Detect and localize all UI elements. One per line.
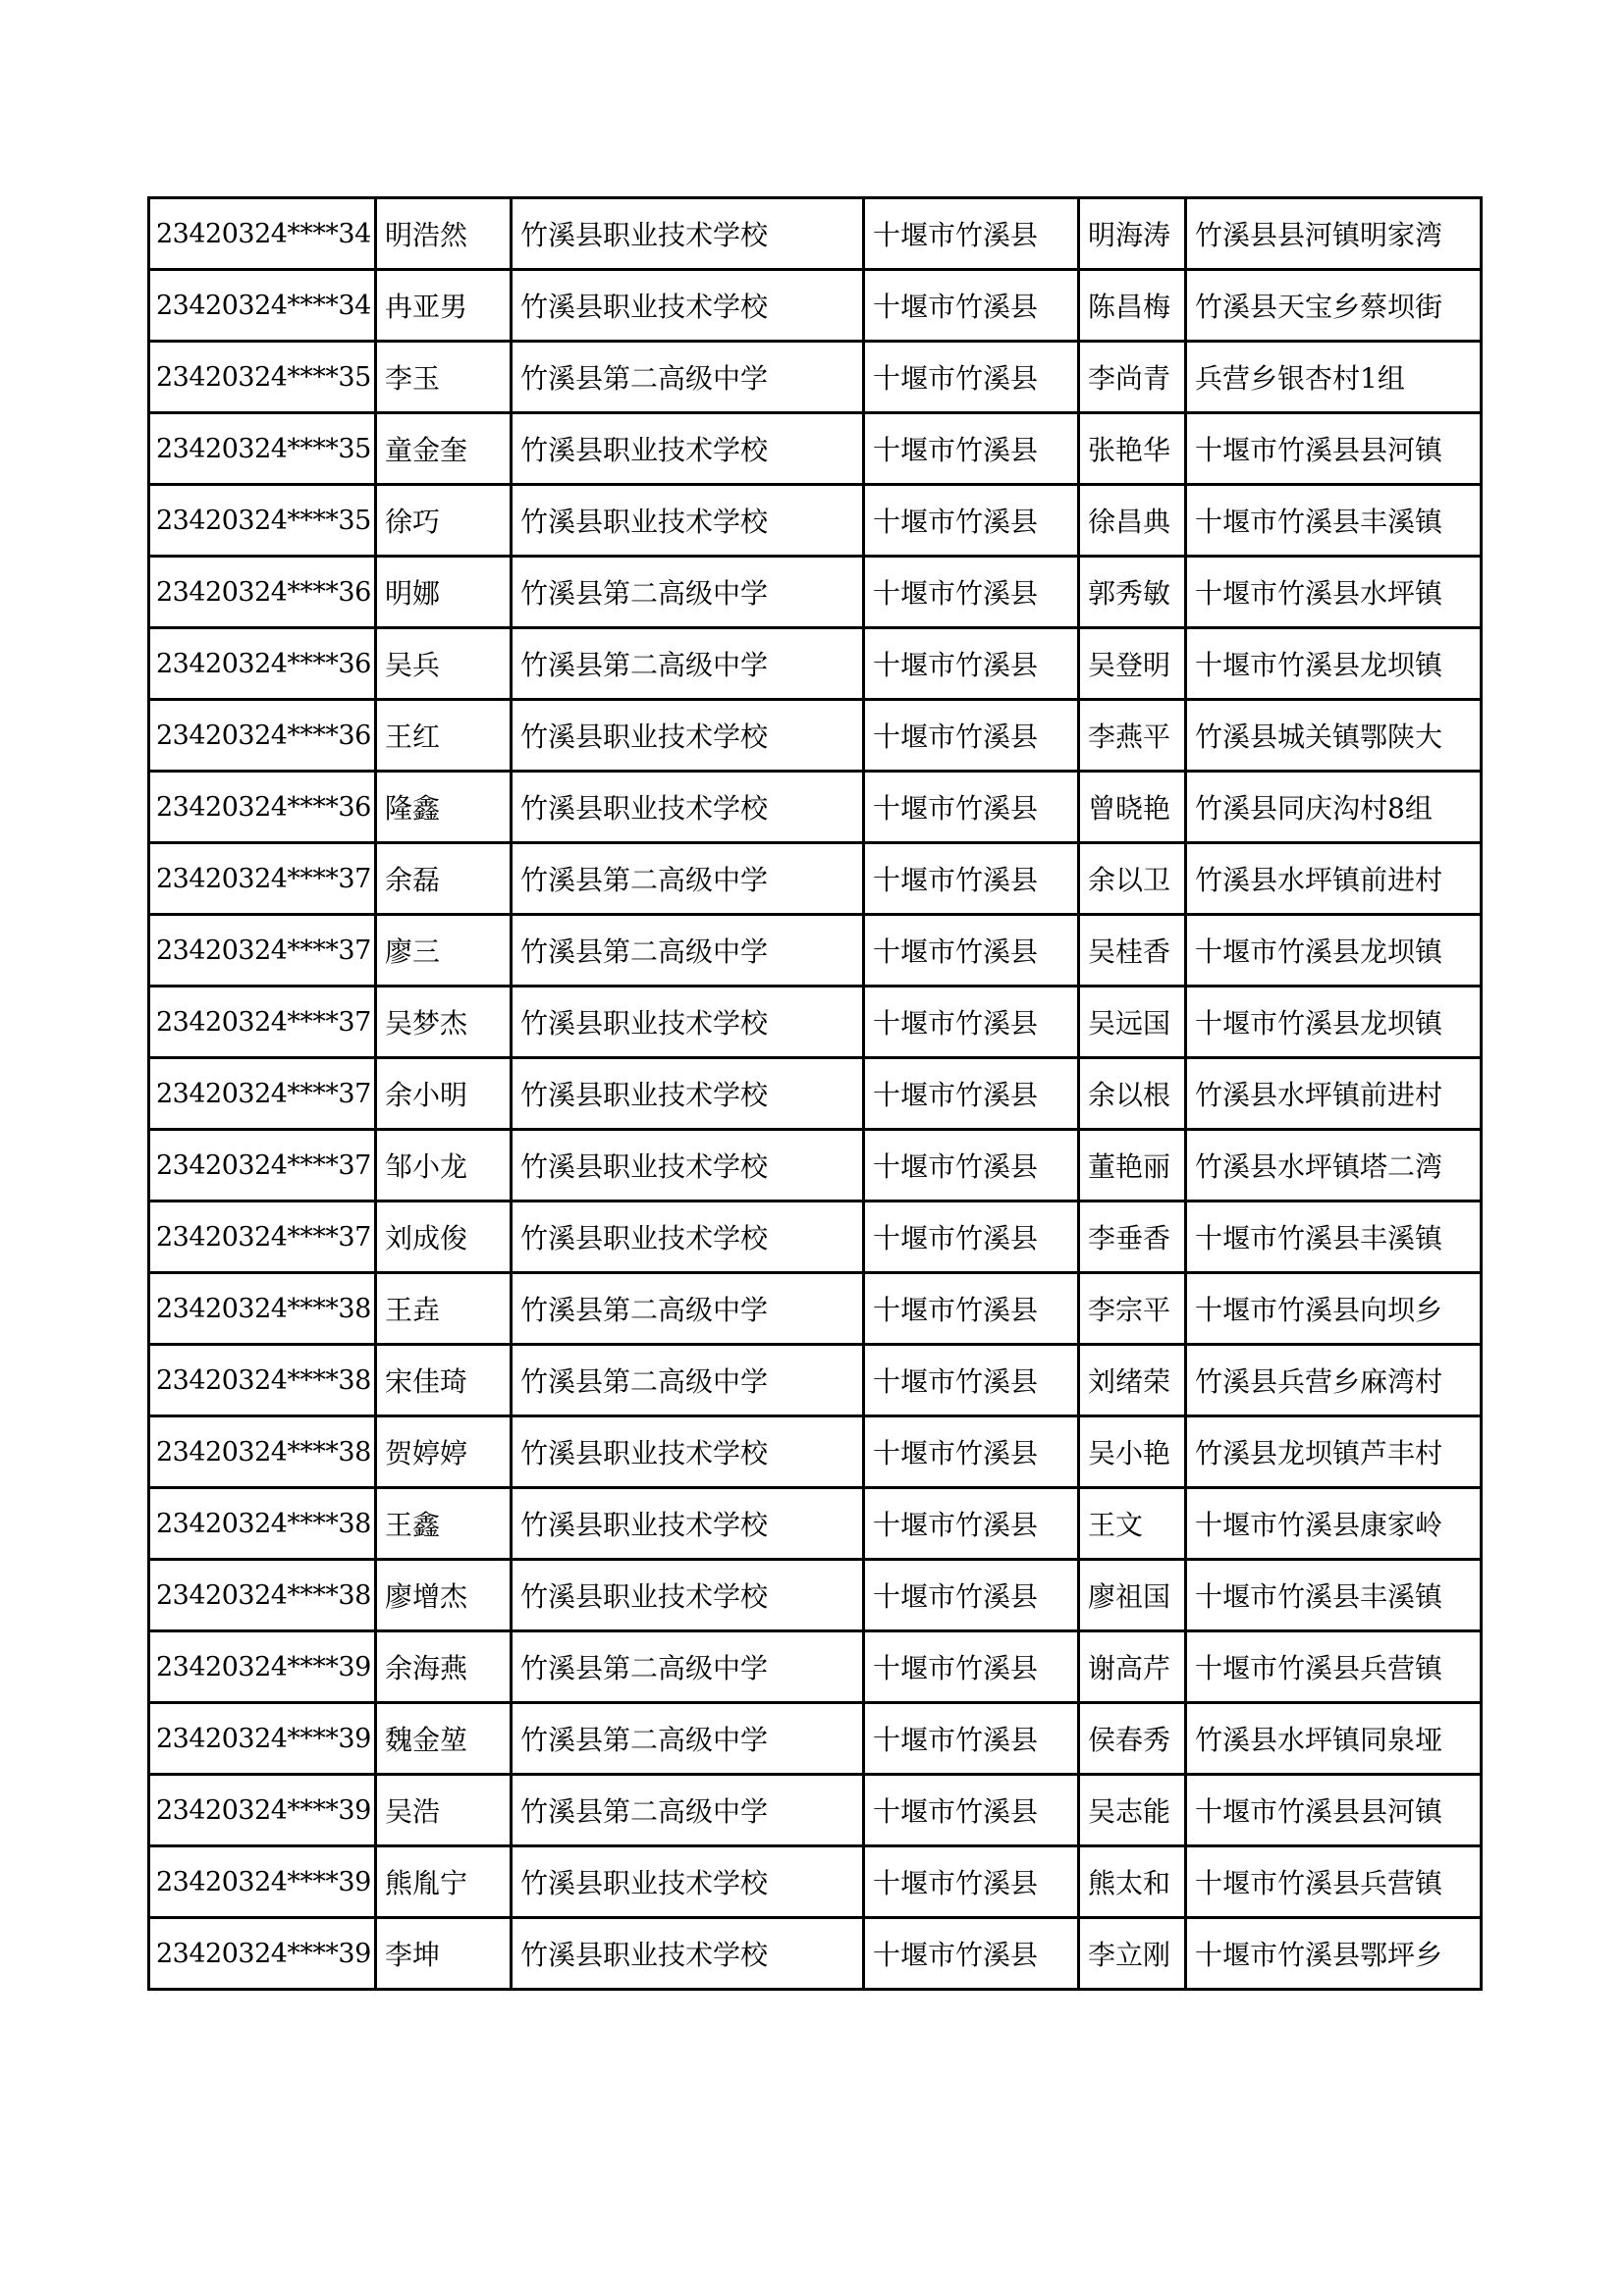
- cell-id-number: 23420324****35: [149, 413, 376, 485]
- cell-id-number: 23420324****37: [149, 1130, 376, 1201]
- cell-student-name: 吴兵: [376, 628, 512, 700]
- cell-school: 竹溪县职业技术学校: [512, 1918, 864, 1990]
- cell-guardian-name: 李立刚: [1079, 1918, 1186, 1990]
- table-row: [149, 270, 1482, 342]
- cell-address: 竹溪县水坪镇塔二湾: [1186, 1130, 1482, 1201]
- cell-guardian-name: 徐昌典: [1079, 485, 1186, 557]
- cell-address: 十堰市竹溪县龙坝镇: [1186, 628, 1482, 700]
- table-row: [149, 1201, 1482, 1273]
- cell-student-name: 吴梦杰: [376, 987, 512, 1058]
- cell-id-number: 23420324****36: [149, 700, 376, 772]
- cell-school: 竹溪县职业技术学校: [512, 1488, 864, 1560]
- table-body: [149, 198, 1482, 1990]
- cell-address: 竹溪县兵营乡麻湾村: [1186, 1345, 1482, 1416]
- table-row: [149, 1488, 1482, 1560]
- cell-guardian-name: 余以卫: [1079, 843, 1186, 915]
- cell-county: 十堰市竹溪县: [864, 1775, 1079, 1846]
- cell-guardian-name: 李垂香: [1079, 1201, 1186, 1273]
- cell-guardian-name: 侯春秀: [1079, 1703, 1186, 1775]
- cell-guardian-name: 李宗平: [1079, 1273, 1186, 1345]
- cell-id-number: 23420324****39: [149, 1846, 376, 1918]
- cell-address: 十堰市竹溪县康家岭: [1186, 1488, 1482, 1560]
- cell-student-name: 邹小龙: [376, 1130, 512, 1201]
- cell-school: 竹溪县第二高级中学: [512, 843, 864, 915]
- cell-address: 竹溪县城关镇鄂陕大: [1186, 700, 1482, 772]
- cell-address: 十堰市竹溪县鄂坪乡: [1186, 1918, 1482, 1990]
- cell-guardian-name: 熊太和: [1079, 1846, 1186, 1918]
- cell-guardian-name: 李尚青: [1079, 342, 1186, 413]
- cell-id-number: 23420324****38: [149, 1560, 376, 1631]
- table-row: [149, 772, 1482, 843]
- cell-school: 竹溪县第二高级中学: [512, 1345, 864, 1416]
- table-row: [149, 700, 1482, 772]
- table-row: [149, 1918, 1482, 1990]
- cell-address: 竹溪县水坪镇前进村: [1186, 1058, 1482, 1130]
- cell-school: 竹溪县第二高级中学: [512, 557, 864, 628]
- cell-county: 十堰市竹溪县: [864, 628, 1079, 700]
- cell-student-name: 隆鑫: [376, 772, 512, 843]
- cell-id-number: 23420324****38: [149, 1345, 376, 1416]
- cell-county: 十堰市竹溪县: [864, 1560, 1079, 1631]
- cell-county: 十堰市竹溪县: [864, 1846, 1079, 1918]
- table-row: [149, 1703, 1482, 1775]
- cell-guardian-name: 刘绪荣: [1079, 1345, 1186, 1416]
- table-row: [149, 1631, 1482, 1703]
- cell-address: 十堰市竹溪县丰溪镇: [1186, 485, 1482, 557]
- cell-student-name: 明娜: [376, 557, 512, 628]
- cell-county: 十堰市竹溪县: [864, 1058, 1079, 1130]
- cell-guardian-name: 张艳华: [1079, 413, 1186, 485]
- table-row: [149, 1273, 1482, 1345]
- cell-address: 十堰市竹溪县县河镇: [1186, 413, 1482, 485]
- cell-student-name: 贺婷婷: [376, 1416, 512, 1488]
- table-row: [149, 1130, 1482, 1201]
- table-row: [149, 987, 1482, 1058]
- cell-school: 竹溪县职业技术学校: [512, 198, 864, 270]
- table-row: [149, 1560, 1482, 1631]
- cell-guardian-name: 郭秀敏: [1079, 557, 1186, 628]
- table-row: [149, 915, 1482, 987]
- cell-guardian-name: 廖祖国: [1079, 1560, 1186, 1631]
- cell-guardian-name: 董艳丽: [1079, 1130, 1186, 1201]
- cell-id-number: 23420324****34: [149, 198, 376, 270]
- cell-guardian-name: 谢高芹: [1079, 1631, 1186, 1703]
- cell-county: 十堰市竹溪县: [864, 1703, 1079, 1775]
- cell-id-number: 23420324****39: [149, 1775, 376, 1846]
- cell-address: 兵营乡银杏村1组: [1186, 342, 1482, 413]
- cell-guardian-name: 吴登明: [1079, 628, 1186, 700]
- cell-id-number: 23420324****37: [149, 1058, 376, 1130]
- cell-county: 十堰市竹溪县: [864, 987, 1079, 1058]
- cell-school: 竹溪县职业技术学校: [512, 485, 864, 557]
- cell-student-name: 李坤: [376, 1918, 512, 1990]
- cell-school: 竹溪县职业技术学校: [512, 413, 864, 485]
- cell-student-name: 余海燕: [376, 1631, 512, 1703]
- cell-id-number: 23420324****36: [149, 772, 376, 843]
- cell-student-name: 徐巧: [376, 485, 512, 557]
- cell-school: 竹溪县职业技术学校: [512, 1058, 864, 1130]
- cell-guardian-name: 陈昌梅: [1079, 270, 1186, 342]
- cell-county: 十堰市竹溪县: [864, 1631, 1079, 1703]
- table-row: [149, 628, 1482, 700]
- cell-county: 十堰市竹溪县: [864, 1345, 1079, 1416]
- cell-address: 十堰市竹溪县向坝乡: [1186, 1273, 1482, 1345]
- cell-address: 十堰市竹溪县兵营镇: [1186, 1631, 1482, 1703]
- table-row: [149, 485, 1482, 557]
- cell-school: 竹溪县第二高级中学: [512, 1703, 864, 1775]
- cell-school: 竹溪县职业技术学校: [512, 1560, 864, 1631]
- cell-student-name: 童金奎: [376, 413, 512, 485]
- cell-school: 竹溪县职业技术学校: [512, 1130, 864, 1201]
- cell-county: 十堰市竹溪县: [864, 700, 1079, 772]
- cell-student-name: 冉亚男: [376, 270, 512, 342]
- cell-school: 竹溪县职业技术学校: [512, 987, 864, 1058]
- cell-id-number: 23420324****37: [149, 987, 376, 1058]
- cell-address: 竹溪县水坪镇同泉垭: [1186, 1703, 1482, 1775]
- cell-school: 竹溪县第二高级中学: [512, 1775, 864, 1846]
- cell-student-name: 王鑫: [376, 1488, 512, 1560]
- cell-address: 竹溪县天宝乡蔡坝街: [1186, 270, 1482, 342]
- table-row: [149, 1058, 1482, 1130]
- cell-id-number: 23420324****39: [149, 1918, 376, 1990]
- cell-guardian-name: 余以根: [1079, 1058, 1186, 1130]
- cell-student-name: 李玉: [376, 342, 512, 413]
- cell-student-name: 廖三: [376, 915, 512, 987]
- cell-address: 竹溪县同庆沟村8组: [1186, 772, 1482, 843]
- cell-id-number: 23420324****34: [149, 270, 376, 342]
- cell-county: 十堰市竹溪县: [864, 1918, 1079, 1990]
- cell-guardian-name: 曾晓艳: [1079, 772, 1186, 843]
- cell-id-number: 23420324****37: [149, 1201, 376, 1273]
- table-row: [149, 1416, 1482, 1488]
- cell-address: 十堰市竹溪县丰溪镇: [1186, 1560, 1482, 1631]
- cell-student-name: 王红: [376, 700, 512, 772]
- cell-school: 竹溪县第二高级中学: [512, 342, 864, 413]
- cell-school: 竹溪县第二高级中学: [512, 1273, 864, 1345]
- cell-id-number: 23420324****39: [149, 1703, 376, 1775]
- cell-student-name: 吴浩: [376, 1775, 512, 1846]
- cell-county: 十堰市竹溪县: [864, 342, 1079, 413]
- cell-county: 十堰市竹溪县: [864, 1130, 1079, 1201]
- cell-address: 十堰市竹溪县龙坝镇: [1186, 987, 1482, 1058]
- table-row: [149, 1345, 1482, 1416]
- cell-id-number: 23420324****36: [149, 628, 376, 700]
- cell-school: 竹溪县职业技术学校: [512, 700, 864, 772]
- cell-county: 十堰市竹溪县: [864, 270, 1079, 342]
- cell-address: 十堰市竹溪县龙坝镇: [1186, 915, 1482, 987]
- cell-county: 十堰市竹溪县: [864, 1416, 1079, 1488]
- cell-id-number: 23420324****35: [149, 485, 376, 557]
- cell-school: 竹溪县职业技术学校: [512, 270, 864, 342]
- cell-address: 十堰市竹溪县水坪镇: [1186, 557, 1482, 628]
- cell-id-number: 23420324****38: [149, 1273, 376, 1345]
- table-row: [149, 1846, 1482, 1918]
- cell-school: 竹溪县第二高级中学: [512, 628, 864, 700]
- cell-school: 竹溪县第二高级中学: [512, 915, 864, 987]
- table-row: [149, 557, 1482, 628]
- cell-guardian-name: 李燕平: [1079, 700, 1186, 772]
- cell-school: 竹溪县第二高级中学: [512, 1631, 864, 1703]
- cell-county: 十堰市竹溪县: [864, 1488, 1079, 1560]
- cell-county: 十堰市竹溪县: [864, 198, 1079, 270]
- cell-guardian-name: 吴志能: [1079, 1775, 1186, 1846]
- table-row: [149, 342, 1482, 413]
- cell-county: 十堰市竹溪县: [864, 843, 1079, 915]
- cell-county: 十堰市竹溪县: [864, 413, 1079, 485]
- cell-student-name: 熊胤宁: [376, 1846, 512, 1918]
- cell-county: 十堰市竹溪县: [864, 915, 1079, 987]
- cell-id-number: 23420324****38: [149, 1416, 376, 1488]
- cell-id-number: 23420324****37: [149, 915, 376, 987]
- cell-address: 竹溪县县河镇明家湾: [1186, 198, 1482, 270]
- cell-student-name: 宋佳琦: [376, 1345, 512, 1416]
- cell-student-name: 明浩然: [376, 198, 512, 270]
- cell-id-number: 23420324****38: [149, 1488, 376, 1560]
- cell-address: 十堰市竹溪县丰溪镇: [1186, 1201, 1482, 1273]
- cell-county: 十堰市竹溪县: [864, 557, 1079, 628]
- cell-id-number: 23420324****35: [149, 342, 376, 413]
- cell-county: 十堰市竹溪县: [864, 772, 1079, 843]
- cell-id-number: 23420324****37: [149, 843, 376, 915]
- cell-county: 十堰市竹溪县: [864, 1273, 1079, 1345]
- cell-guardian-name: 吴小艳: [1079, 1416, 1186, 1488]
- cell-student-name: 廖增杰: [376, 1560, 512, 1631]
- cell-student-name: 刘成俊: [376, 1201, 512, 1273]
- cell-school: 竹溪县职业技术学校: [512, 1846, 864, 1918]
- cell-guardian-name: 吴远国: [1079, 987, 1186, 1058]
- table-row: [149, 843, 1482, 915]
- cell-school: 竹溪县职业技术学校: [512, 772, 864, 843]
- cell-address: 十堰市竹溪县县河镇: [1186, 1775, 1482, 1846]
- cell-guardian-name: 吴桂香: [1079, 915, 1186, 987]
- cell-student-name: 魏金堃: [376, 1703, 512, 1775]
- cell-school: 竹溪县职业技术学校: [512, 1416, 864, 1488]
- table-row: [149, 413, 1482, 485]
- cell-guardian-name: 明海涛: [1079, 198, 1186, 270]
- cell-student-name: 王垚: [376, 1273, 512, 1345]
- cell-address: 十堰市竹溪县兵营镇: [1186, 1846, 1482, 1918]
- table-row: [149, 1775, 1482, 1846]
- cell-county: 十堰市竹溪县: [864, 1201, 1079, 1273]
- cell-school: 竹溪县职业技术学校: [512, 1201, 864, 1273]
- cell-id-number: 23420324****36: [149, 557, 376, 628]
- cell-student-name: 余磊: [376, 843, 512, 915]
- student-table: [147, 196, 1483, 1991]
- cell-guardian-name: 王文: [1079, 1488, 1186, 1560]
- table-row: [149, 198, 1482, 270]
- cell-address: 竹溪县龙坝镇芦丰村: [1186, 1416, 1482, 1488]
- cell-county: 十堰市竹溪县: [864, 485, 1079, 557]
- cell-student-name: 余小明: [376, 1058, 512, 1130]
- cell-id-number: 23420324****39: [149, 1631, 376, 1703]
- cell-address: 竹溪县水坪镇前进村: [1186, 843, 1482, 915]
